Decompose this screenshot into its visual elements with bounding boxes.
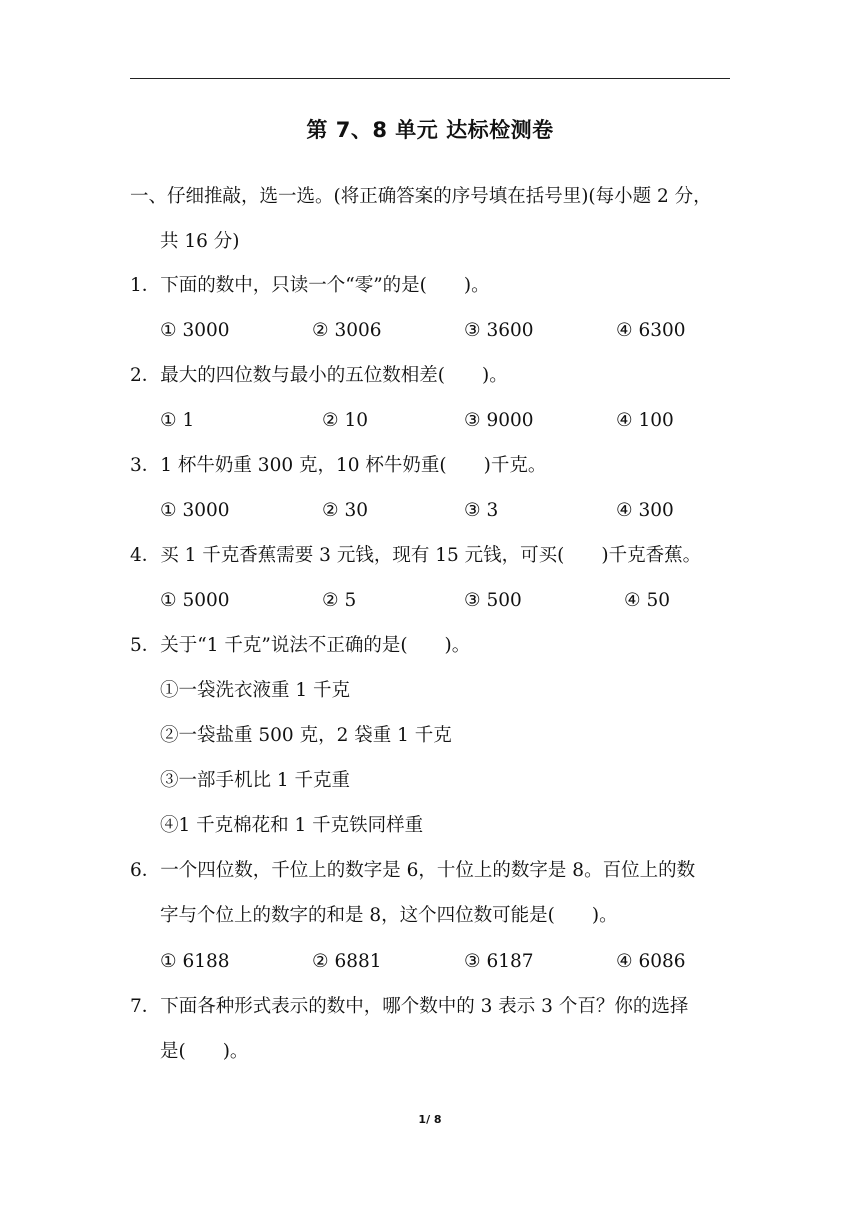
question-2-option-3: ③ 9000 <box>464 410 534 431</box>
question-3-option-3: ③ 3 <box>464 500 499 521</box>
question-6-option-4: ④ 6086 <box>616 951 686 972</box>
question-6-option-2: ② 6881 <box>312 951 382 972</box>
question-7-text-cont: 是( )。 <box>160 1041 249 1062</box>
question-5-option-3: ③一部手机比 1 千克重 <box>160 770 351 791</box>
page-number: 1/ 8 <box>418 1113 442 1126</box>
question-4-text: 4．买 1 千克香蕉需要 3 元钱，现有 15 元钱，可买( )千克香蕉。 <box>130 545 702 566</box>
question-1-option-1: ① 3000 <box>160 320 230 341</box>
question-4-option-2: ② 5 <box>322 590 357 611</box>
question-2-text: 2．最大的四位数与最小的五位数相差( )。 <box>130 365 508 386</box>
question-3-text: 3．1 杯牛奶重 300 克，10 杯牛奶重( )千克。 <box>130 455 547 476</box>
question-3-option-4: ④ 300 <box>616 500 674 521</box>
question-1-option-4: ④ 6300 <box>616 320 686 341</box>
question-4-option-1: ① 5000 <box>160 590 230 611</box>
section-heading-cont: 共 16 分) <box>160 231 240 252</box>
question-2-option-2: ② 10 <box>322 410 369 431</box>
question-1-option-3: ③ 3600 <box>464 320 534 341</box>
question-6-option-3: ③ 6187 <box>464 951 534 972</box>
question-5-text: 5．关于“1 千克”说法不正确的是( )。 <box>130 635 471 656</box>
question-6-text: 6．一个四位数，千位上的数字是 6，十位上的数字是 8。百位上的数 <box>130 860 696 881</box>
question-5-option-1: ①一袋洗衣液重 1 千克 <box>160 680 351 701</box>
question-7-text: 7．下面各种形式表示的数中，哪个数中的 3 表示 3 个百？你的选择 <box>130 996 689 1017</box>
question-4-option-3: ③ 500 <box>464 590 522 611</box>
header-rule <box>130 78 730 79</box>
question-4-option-4: ④ 50 <box>624 590 671 611</box>
question-1-option-2: ② 3006 <box>312 320 382 341</box>
section-heading: 一、仔细推敲，选一选。(将正确答案的序号填在括号里)(每小题 2 分， <box>130 186 712 207</box>
question-6-option-1: ① 6188 <box>160 951 230 972</box>
question-2-option-4: ④ 100 <box>616 410 674 431</box>
question-3-option-2: ② 30 <box>322 500 369 521</box>
question-6-text-cont: 字与个位上的数字的和是 8，这个四位数可能是( )。 <box>160 905 618 926</box>
page-title: 第 7、8 单元 达标检测卷 <box>306 118 554 142</box>
question-2-option-1: ① 1 <box>160 410 195 431</box>
question-5-option-2: ②一袋盐重 500 克，2 袋重 1 千克 <box>160 725 452 746</box>
question-5-option-4: ④1 千克棉花和 1 千克铁同样重 <box>160 815 424 836</box>
question-1-text: 1．下面的数中，只读一个“零”的是( )。 <box>130 275 490 296</box>
question-3-option-1: ① 3000 <box>160 500 230 521</box>
